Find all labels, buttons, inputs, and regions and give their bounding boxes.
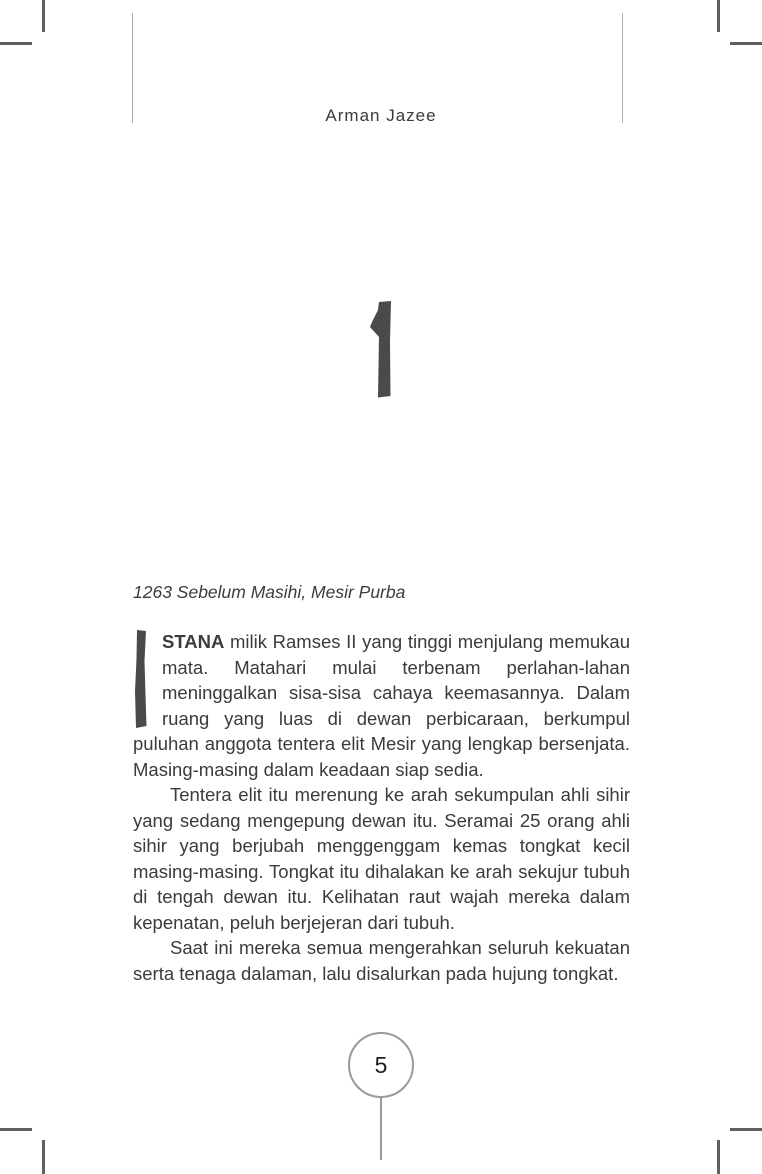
paragraph-1-lead: STANA bbox=[162, 631, 225, 652]
chapter-number-glyph bbox=[369, 301, 392, 398]
running-header-author: Arman Jazee bbox=[325, 106, 437, 125]
crop-mark-bottom-left-vertical bbox=[42, 1140, 45, 1174]
scene-dateline: 1263 Sebelum Masihi, Mesir Purba bbox=[133, 582, 406, 602]
crop-mark-bottom-right-horizontal bbox=[730, 1128, 762, 1131]
paragraph-1-text: milik Ramses II yang tinggi menjulang memukau mata. Matahari mulai terbenam perlahan-lahan meninggalkan sisa-sisa cahaya keemasannya. Dalam ruang yang luas di dewan perbicaraan, berkumpul puluhan anggota tentera elit Mesir yang lengkap bersenjata. Masing-masing dalam keadaan siap sedia. bbox=[133, 631, 630, 780]
brush-numeral-one-icon bbox=[369, 301, 392, 398]
brush-dropcap-i-icon bbox=[133, 629, 148, 729]
body-text-block bbox=[133, 629, 630, 986]
page-number: 5 bbox=[374, 1051, 388, 1078]
paragraph-3: Saat ini mereka semua mengerahkan seluruh kekuatan serta tenaga dalaman, lalu disalurkan pada hujung tongkat. bbox=[133, 937, 630, 984]
paragraph-1 bbox=[133, 629, 630, 782]
crop-mark-top-right-horizontal bbox=[730, 42, 762, 45]
paragraph-2: Tentera elit itu merenung ke arah sekumpulan ahli sihir yang sedang mengepung dewan itu. Seramai 25 orang ahli sihir yang berjubah menggenggam kemas tongkat kecil masing-masing. Tongkat itu dihalakan ke arah sekujur tubuh di tengah dewan itu. Kelihatan raut wajah mereka dalam kepenatan, peluh berjejeran dari tubuh. bbox=[133, 784, 630, 933]
page-number-badge bbox=[348, 1032, 414, 1098]
crop-mark-top-left-vertical bbox=[42, 0, 45, 32]
crop-mark-bottom-left-horizontal bbox=[0, 1128, 32, 1131]
dropcap-container bbox=[133, 629, 162, 731]
page-number-stem-line bbox=[380, 1098, 382, 1160]
crop-mark-top-left-horizontal bbox=[0, 42, 32, 45]
crop-mark-top-right-vertical bbox=[717, 0, 720, 32]
crop-mark-bottom-right-vertical bbox=[717, 1140, 720, 1174]
